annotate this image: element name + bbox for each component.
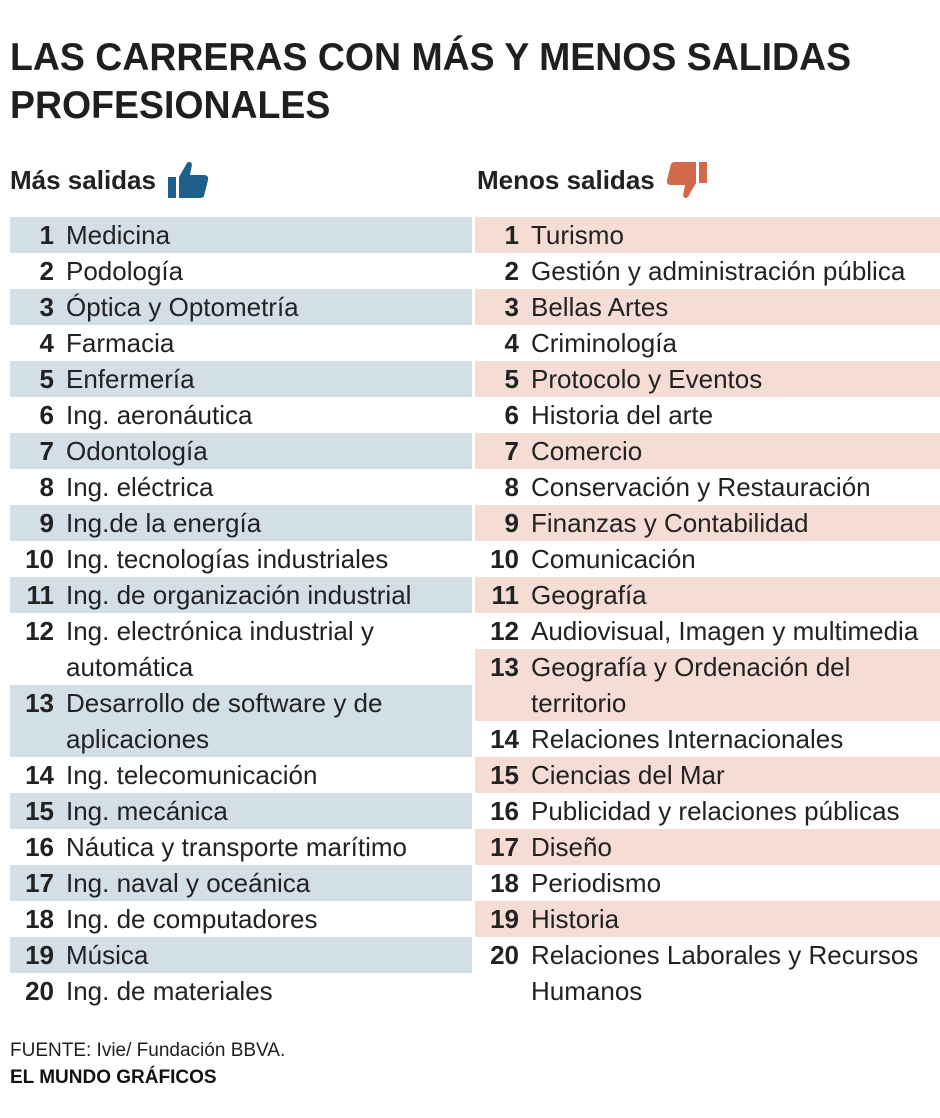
list-item xyxy=(475,937,940,1009)
list-item xyxy=(10,937,472,973)
rank-number: 1 xyxy=(39,220,54,250)
rank-number: 11 xyxy=(491,580,519,610)
rank-number: 9 xyxy=(39,508,54,538)
list-item xyxy=(475,793,940,829)
rank-number: 6 xyxy=(39,400,54,430)
list-item xyxy=(475,397,940,433)
rank-number: 4 xyxy=(39,328,54,358)
career-name: Bellas Artes xyxy=(531,292,669,322)
rank-number: 3 xyxy=(39,292,54,322)
rank-number: 6 xyxy=(504,400,519,430)
career-name: Ing. de materiales xyxy=(66,976,273,1006)
rank-number: 15 xyxy=(25,796,54,826)
rank-number: 12 xyxy=(490,616,519,646)
rank-number: 20 xyxy=(490,940,519,970)
career-name: Diseño xyxy=(531,832,612,862)
list-item xyxy=(475,433,940,469)
rank-number: 20 xyxy=(25,976,54,1006)
rank-number: 5 xyxy=(39,364,54,394)
list-item xyxy=(475,541,940,577)
rank-number: 9 xyxy=(504,508,519,538)
career-name: Gestión y administración pública xyxy=(531,256,906,286)
career-name: Publicidad y relaciones públicas xyxy=(531,796,900,826)
career-name: Audiovisual, Imagen y multimedia xyxy=(531,616,919,646)
career-name: Criminología xyxy=(531,328,677,358)
more-outlets-list xyxy=(10,217,472,1009)
career-name: Enfermería xyxy=(66,364,195,394)
thumbs-up-icon xyxy=(166,160,210,200)
list-item xyxy=(10,361,472,397)
career-name: Ing. mecánica xyxy=(66,796,228,826)
rank-number: 12 xyxy=(25,616,54,646)
rank-number: 16 xyxy=(25,832,54,862)
list-item xyxy=(10,793,472,829)
list-item xyxy=(10,325,472,361)
rank-number: 5 xyxy=(504,364,519,394)
list-item xyxy=(475,721,940,757)
list-item xyxy=(475,613,940,649)
list-item xyxy=(475,649,940,721)
list-item xyxy=(10,433,472,469)
career-name: Ciencias del Mar xyxy=(531,760,725,790)
list-item xyxy=(10,289,472,325)
rank-number: 11 xyxy=(26,580,54,610)
rank-number: 13 xyxy=(25,688,54,718)
rank-number: 8 xyxy=(39,472,54,502)
career-name: Comunicación xyxy=(531,544,696,574)
list-item xyxy=(10,829,472,865)
list-item xyxy=(10,217,472,253)
list-item xyxy=(475,469,940,505)
list-item xyxy=(475,901,940,937)
list-item xyxy=(10,973,472,1009)
rank-number: 13 xyxy=(490,652,519,682)
list-item xyxy=(10,757,472,793)
list-item xyxy=(475,829,940,865)
career-name: Finanzas y Contabilidad xyxy=(531,508,809,538)
rank-number: 17 xyxy=(25,868,54,898)
rank-number: 10 xyxy=(25,544,54,574)
rank-number: 19 xyxy=(25,940,54,970)
career-name: Conservación y Restauración xyxy=(531,472,871,502)
list-item xyxy=(475,757,940,793)
career-name: Relaciones Internacionales xyxy=(531,724,844,754)
rank-number: 15 xyxy=(490,760,519,790)
thumbs-down-icon xyxy=(665,158,713,202)
more-outlets-heading-label: Más salidas xyxy=(10,164,156,195)
rank-number: 2 xyxy=(39,256,54,286)
list-item xyxy=(475,505,940,541)
career-name: Náutica y transporte marítimo xyxy=(66,832,408,862)
source-note: FUENTE: Ivie/ Fundación BBVA. xyxy=(10,1040,286,1061)
rank-number: 4 xyxy=(504,328,519,358)
rank-number: 3 xyxy=(504,292,519,322)
career-name: Comercio xyxy=(531,436,643,466)
career-name: Ing. de organización industrial xyxy=(66,580,412,610)
rank-number: 19 xyxy=(490,904,519,934)
career-name: Geografía xyxy=(531,580,647,610)
rank-number: 7 xyxy=(504,436,519,466)
list-item xyxy=(475,361,940,397)
career-name: Ing. electrónica industrial y automática xyxy=(66,616,374,682)
list-item xyxy=(475,253,940,289)
list-item xyxy=(10,613,472,685)
rank-number: 14 xyxy=(490,724,519,754)
career-name: Ing. tecnologías industriales xyxy=(66,544,389,574)
career-name: Ing.de la energía xyxy=(66,508,262,538)
list-item xyxy=(475,325,940,361)
credit-line: EL MUNDO GRÁFICOS xyxy=(10,1067,217,1088)
rank-number: 7 xyxy=(39,436,54,466)
career-name: Ing. naval y oceánica xyxy=(66,868,311,898)
rank-number: 18 xyxy=(490,868,519,898)
fewer-outlets-heading xyxy=(477,160,713,200)
career-name: Relaciones Laborales y Recursos Humanos xyxy=(531,940,919,1006)
list-item xyxy=(475,577,940,613)
list-item xyxy=(10,541,472,577)
list-item xyxy=(10,901,472,937)
list-item xyxy=(10,865,472,901)
career-name: Podología xyxy=(66,256,184,286)
rank-number: 18 xyxy=(25,904,54,934)
rank-number: 2 xyxy=(504,256,519,286)
career-name: Ing. telecomunicación xyxy=(66,760,318,790)
rank-number: 14 xyxy=(25,760,54,790)
career-name: Farmacia xyxy=(66,328,175,358)
rank-number: 8 xyxy=(504,472,519,502)
list-item xyxy=(10,253,472,289)
list-item xyxy=(475,865,940,901)
career-name: Ing. de computadores xyxy=(66,904,318,934)
rank-number: 10 xyxy=(490,544,519,574)
rank-number: 17 xyxy=(490,832,519,862)
list-item xyxy=(475,289,940,325)
career-name: Óptica y Optometría xyxy=(66,292,299,322)
career-name: Geografía y Ordenación del territorio xyxy=(531,652,851,718)
career-name: Música xyxy=(66,940,149,970)
career-name: Historia del arte xyxy=(531,400,714,430)
career-name: Ing. aeronáutica xyxy=(66,400,253,430)
list-item xyxy=(10,685,472,757)
career-name: Periodismo xyxy=(531,868,662,898)
career-name: Odontología xyxy=(66,436,208,466)
list-item xyxy=(10,469,472,505)
career-name: Turismo xyxy=(531,220,624,250)
list-item xyxy=(10,397,472,433)
rank-number: 16 xyxy=(490,796,519,826)
career-name: Protocolo y Eventos xyxy=(531,364,763,394)
page-title: LAS CARRERAS CON MÁS Y MENOS SALIDAS PROFESIONALES xyxy=(10,36,852,127)
career-name: Historia xyxy=(531,904,620,934)
career-name: Medicina xyxy=(66,220,171,250)
rank-number: 1 xyxy=(504,220,519,250)
list-item xyxy=(10,505,472,541)
career-name: Ing. eléctrica xyxy=(66,472,214,502)
fewer-outlets-heading-label: Menos salidas xyxy=(477,164,655,195)
more-outlets-heading xyxy=(10,160,210,200)
list-item xyxy=(10,577,472,613)
list-item xyxy=(475,217,940,253)
fewer-outlets-list xyxy=(475,217,940,1009)
career-name: Desarrollo de software y de aplicaciones xyxy=(66,688,383,754)
